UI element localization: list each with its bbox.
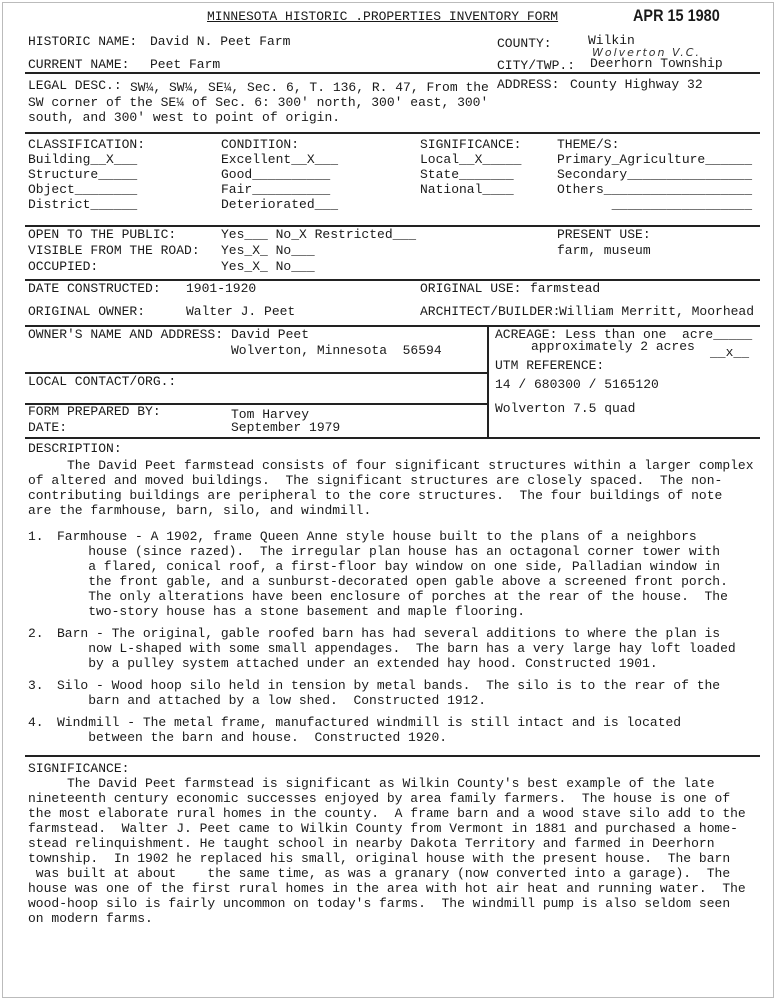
- county-label: COUNTY:: [497, 36, 552, 51]
- theme-primary: Primary_Agriculture______: [557, 152, 753, 167]
- original-use-value: farmstead: [530, 281, 601, 296]
- condition-fair: Fair__________: [221, 182, 331, 197]
- condition-label: CONDITION:: [221, 137, 300, 152]
- historic-name-label: HISTORIC NAME:: [28, 34, 138, 49]
- significance-local: Local__X_____: [420, 152, 522, 167]
- text-line: Farmhouse - A 1902, frame Queen Anne style house built to the plans of a neighbors: [57, 529, 697, 544]
- text-line: stead relinquishment. He taught school in nearby Dakota Territory and farmed in Deerhorn: [28, 836, 715, 851]
- text-line: wood-hoop silo is fairly uncommon on today's farms. The windmill pump is also seldom seen: [28, 896, 731, 911]
- date-constructed-value: 1901-1920: [186, 281, 257, 296]
- text-line: house was one of the first rural homes in the area with hot air heat and running water. The: [28, 881, 746, 896]
- significance-level-block: [420, 137, 521, 197]
- condition-block: [221, 137, 338, 212]
- occupied-value: Yes_X_ No___: [221, 259, 315, 274]
- prepared-by-value: Tom Harvey: [231, 407, 310, 422]
- legal-desc-label: LEGAL DESC.:: [28, 78, 122, 93]
- occupied-label: OCCUPIED:: [28, 259, 99, 274]
- owner-label: OWNER'S NAME AND ADDRESS:: [28, 327, 224, 342]
- text-line: of altered and moved buildings. The significant structures are closely spaced. The non-: [28, 473, 723, 488]
- utm-label: UTM REFERENCE:: [495, 358, 605, 373]
- form-title: MINNESOTA HISTORIC .PROPERTIES INVENTORY FORM: [207, 9, 559, 24]
- legal-desc-line: south, and 300' west to point of origin.: [28, 110, 341, 125]
- classification-object: Object________: [28, 182, 138, 197]
- significance-text: [28, 776, 746, 926]
- handwritten-note: Wolverton V.C.: [592, 46, 701, 59]
- themes-block: [557, 137, 752, 212]
- text-line: Windmill - The metal frame, manufactured windmill is still intact and is located: [57, 715, 682, 730]
- item-number: 4.: [28, 715, 44, 730]
- text-line: house (since razed). The irregular plan house has an octagonal corner tower with: [57, 544, 721, 559]
- county-value: Wilkin: [588, 33, 635, 48]
- divider: [25, 72, 760, 74]
- divider: [25, 132, 760, 134]
- text-line: a flared, conical roof, a first-floor bay window on one side, Palladian window in: [57, 559, 721, 574]
- text-line: two-story house has a stone basement and maple flooring.: [57, 604, 526, 619]
- current-name-label: CURRENT NAME:: [28, 57, 130, 72]
- theme-secondary: Secondary________________: [557, 167, 753, 182]
- theme-others: Others___________________: [557, 182, 753, 197]
- text-line: Silo - Wood hoop silo held in tension by metal bands. The silo is to the rear of the: [57, 678, 721, 693]
- original-use-label: ORIGINAL USE:: [420, 281, 522, 296]
- text-line: The David Peet farmstead is significant as Wilkin County's best example of the late: [28, 776, 715, 791]
- text-line: by a pulley system attached under an extended hay hood. Constructed 1901.: [57, 656, 658, 671]
- classification-structure: Structure_____: [28, 167, 138, 182]
- owner-address: Wolverton, Minnesota 56594: [231, 343, 442, 358]
- owner-name: David Peet: [231, 327, 310, 342]
- text-line: now L-shaped with some small appendages. The barn has a very large hay loft loaded: [57, 641, 736, 656]
- item-number: 3.: [28, 678, 44, 693]
- item-number: 2.: [28, 626, 44, 641]
- text-line: was built at about the same time, as was a granary (now converted into a garage). The: [28, 866, 731, 881]
- text-line: are the farmhouse, barn, silo, and windmill.: [28, 503, 372, 518]
- legal-desc-line: SW¼, SW¼, SE¼, Sec. 6, T. 136, R. 47, From the: [130, 80, 489, 95]
- historic-name-value: David N. Peet Farm: [150, 34, 291, 49]
- significance-national: National____: [420, 182, 514, 197]
- architect-value: William Merritt, Moorhead: [559, 304, 755, 319]
- visible-road-label: VISIBLE FROM THE ROAD:: [28, 243, 200, 258]
- classification-block: [28, 137, 145, 212]
- open-public-label: OPEN TO THE PUBLIC:: [28, 227, 177, 242]
- classification-label: CLASSIFICATION:: [28, 137, 146, 152]
- item-silo: [57, 678, 720, 708]
- address-value: County Highway 32: [570, 77, 703, 92]
- date-stamp: APR 15 1980: [633, 6, 720, 25]
- theme-others-extra: __________________: [557, 197, 753, 212]
- visible-road-value: Yes_X_ No___: [221, 243, 315, 258]
- city-twp-value: Deerhorn Township: [590, 56, 723, 71]
- item-barn: [57, 626, 736, 671]
- text-line: the front gable, and a sunburst-decorated open gable above a screened front porch.: [57, 574, 728, 589]
- text-line: The David Peet farmstead consists of four significant structures within a larger complex: [28, 458, 754, 473]
- present-use-label: PRESENT USE:: [557, 227, 651, 242]
- text-line: the most elaborate rural homes in the county. A frame barn and a wood stave silo add to the: [28, 806, 746, 821]
- city-twp-label: CITY/TWP.:: [497, 58, 576, 73]
- text-line: nineteenth century economic successes enjoyed by area family farmers. The house is one of: [28, 791, 731, 806]
- local-contact-label: LOCAL CONTACT/ORG.:: [28, 374, 177, 389]
- date-label: DATE:: [28, 420, 68, 435]
- utm-quad: Wolverton 7.5 quad: [495, 401, 636, 416]
- acreage-mark: __x__: [710, 345, 750, 360]
- divider: [25, 437, 760, 439]
- significance-level-label: SIGNIFICANCE:: [420, 137, 522, 152]
- divider: [25, 755, 760, 757]
- original-owner-label: ORIGINAL OWNER:: [28, 304, 146, 319]
- acreage-line1: Less than one acre_____: [565, 327, 753, 342]
- date-constructed-label: DATE CONSTRUCTED:: [28, 281, 161, 296]
- condition-excellent: Excellent__X___: [221, 152, 339, 167]
- text-line: Barn - The original, gable roofed barn has had several additions to where the plan is: [57, 626, 721, 641]
- text-line: barn and attached by a low shed. Constructed 1912.: [57, 693, 487, 708]
- present-use-value: farm, museum: [557, 243, 651, 258]
- text-line: The only alterations have been enclosure of porches at the rear of the house. The: [57, 589, 728, 604]
- item-number: 1.: [28, 529, 44, 544]
- condition-deteriorated: Deteriorated___: [221, 197, 339, 212]
- text-line: contributing buildings are peripheral to the core structures. The four buildings of note: [28, 488, 723, 503]
- open-public-value: Yes___ No_X Restricted___: [221, 227, 417, 242]
- utm-value: 14 / 680300 / 5165120: [495, 377, 659, 392]
- legal-desc-line: SW corner of the SE¼ of Sec. 6: 300' north, 300' east, 300': [28, 95, 489, 110]
- classification-building: Building__X___: [28, 152, 138, 167]
- text-line: between the barn and house. Constructed 1920.: [57, 730, 448, 745]
- item-farmhouse: [57, 529, 728, 619]
- item-windmill: [57, 715, 681, 745]
- condition-good: Good__________: [221, 167, 331, 182]
- text-line: township. In 1902 he replaced his small, original house with the present house. The barn: [28, 851, 731, 866]
- current-name-value: Peet Farm: [150, 57, 221, 72]
- acreage-label: ACREAGE:: [495, 327, 558, 342]
- architect-label: ARCHITECT/BUILDER:: [420, 304, 561, 319]
- original-owner-value: Walter J. Peet: [186, 304, 296, 319]
- address-label: ADDRESS:: [497, 77, 560, 92]
- classification-district: District______: [28, 197, 138, 212]
- significance-label: SIGNIFICANCE:: [28, 761, 130, 776]
- text-line: on modern farms.: [28, 911, 153, 926]
- text-line: farmstead. Walter J. Peet came to Wilkin County from Vermont in 1881 and purchased a home-: [28, 821, 738, 836]
- acreage-line2: approximately 2 acres: [531, 339, 695, 354]
- date-value: September 1979: [231, 420, 341, 435]
- description-intro: [28, 458, 754, 518]
- description-label: DESCRIPTION:: [28, 441, 122, 456]
- divider-vertical: [487, 325, 489, 437]
- themes-label: THEME/S:: [557, 137, 620, 152]
- prepared-by-label: FORM PREPARED BY:: [28, 404, 161, 419]
- significance-state: State_______: [420, 167, 514, 182]
